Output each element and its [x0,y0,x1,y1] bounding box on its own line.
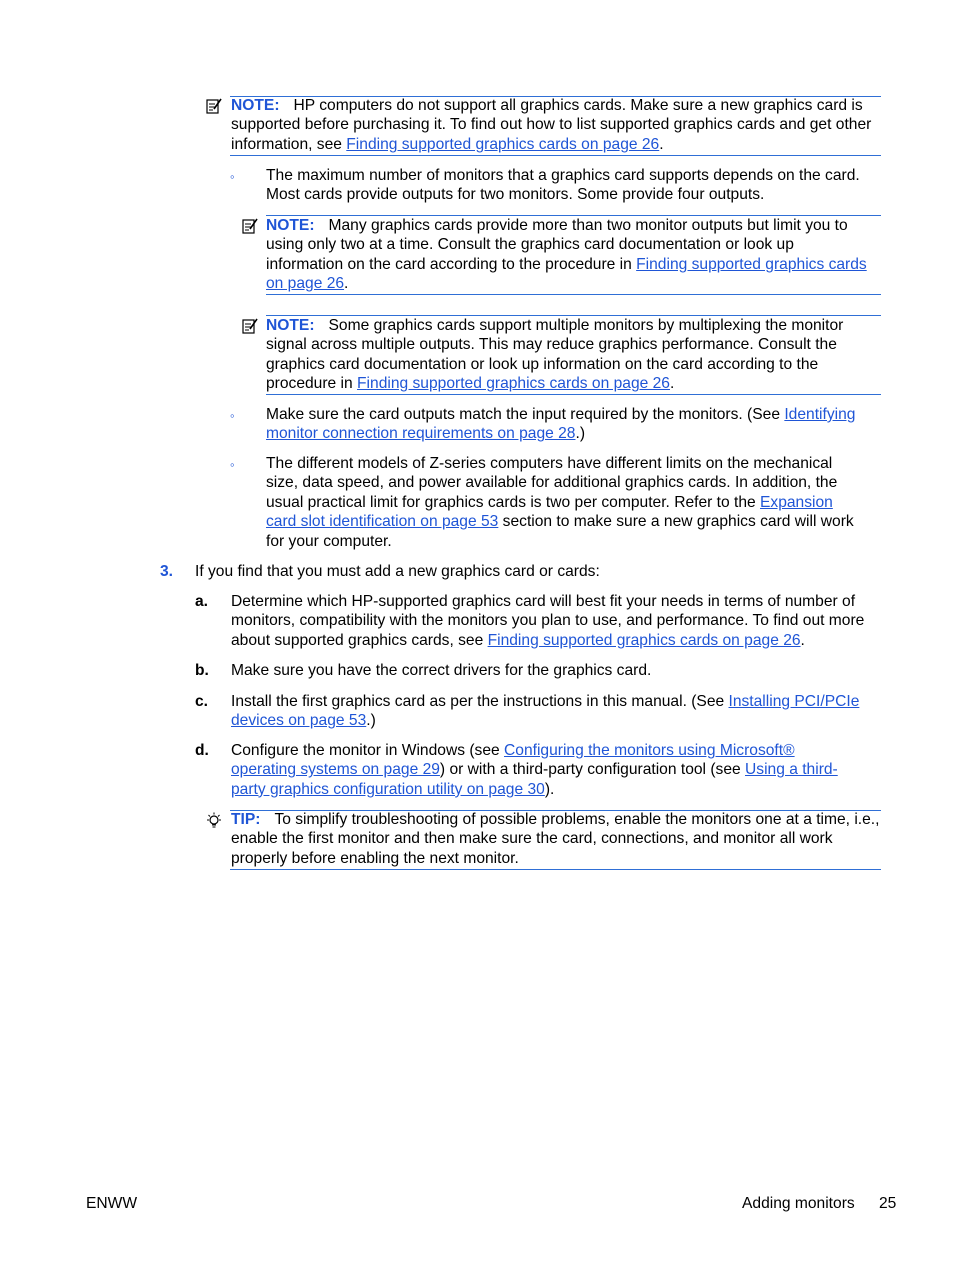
link-finding-graphics-cards[interactable]: Finding supported graphics cards on page 26 [487,631,801,649]
tip-label: TIP: [231,811,261,828]
substep-letter: c. [195,693,209,710]
substep-text: Determine which HP-supported graphics card will best fit your needs in terms of number of monitors, compatibility with the monitors you plan to use, and performance. To find out more about supported graphics cards, see Finding supported graphics cards on page 26. [231,593,865,649]
footer-page-number: 25 [879,1195,897,1212]
note-text: NOTE: HP computers do not support all graphics cards. Make sure a new graphics card is supported before purchasing it. To find out how to list supported graphics cards and get other information, see Finding supported graphics cards on page 26. [231,97,872,153]
substep-letter: a. [195,593,209,610]
bullet-marker: ◦ [230,169,235,184]
note-label: NOTE: [231,97,280,114]
link-finding-graphics-cards[interactable]: Finding supported graphics cards on page 26 [266,255,867,293]
substep-text: Configure the monitor in Windows (see Configuring the monitors using Microsoft® operating systems on page 29) or with a third-party configuration tool (see Using a third-party graphics configuration utility on page 30). [231,742,838,798]
substep-letter: d. [195,742,209,759]
note-icon [241,217,259,235]
note-label: NOTE: [266,317,315,334]
bullet-text: The different models of Z-series computers have different limits on the mechanical size, data speed, and power available for additional graphics cards. In addition, the usual practical limit for graphics cards is two per computer. Refer to the Expansion card slot identification on page 53 section to make sure a new graphics card will work for your computer. [266,455,854,550]
bullet-text: Make sure the card outputs match the input required by the monitors. (See Identifying monitor connection requirements on page 28.) [266,406,856,443]
step-text: If you find that you must add a new graphics card or cards: [195,563,600,580]
note-label: NOTE: [266,217,315,234]
note-text: NOTE: Many graphics cards provide more than two monitor outputs but limit you to using only two at a time. Consult the graphics card documentation or look up information on the card according to the procedure in Finding supported graphics cards on page 26. [266,217,867,293]
footer-section: Adding monitors [742,1195,855,1212]
link-identifying-monitor-requirements[interactable]: Identifying monitor connection requirements on page 28 [266,406,856,443]
link-finding-graphics-cards[interactable]: Finding supported graphics cards on page 26 [357,375,670,393]
bullet-text: The maximum number of monitors that a graphics card supports depends on the card. Most cards provide outputs for two monitors. Some provide four outputs. [266,167,860,204]
lightbulb-icon [205,812,223,830]
note-icon [241,317,259,335]
note-icon [205,97,223,115]
tip-text: TIP: To simplify troubleshooting of possible problems, enable the monitors one at a time, i.e., enable the first monitor and then make sure the card, connections, and monitor all work properly before enabling the next monitor. [231,811,880,867]
link-third-party-utility[interactable]: Using a third-party graphics configuration utility on page 30 [231,761,838,798]
note-text: NOTE: Some graphics cards support multiple monitors by multiplexing the monitor signal across multiple outputs. This may reduce graphics performance. Consult the graphics card documentation or look up information on the card according to the procedure in Finding supported graphics cards on page 26. [266,317,844,393]
link-installing-pci-devices[interactable]: Installing PCI/PCIe devices on page 53 [231,693,860,730]
bullet-marker: ◦ [230,408,235,423]
step-number: 3. [160,563,174,580]
substep-text: Make sure you have the correct drivers for the graphics card. [231,662,652,679]
bullet-marker: ◦ [230,457,235,472]
substep-text: Install the first graphics card as per the instructions in this manual. (See Installing PCI/PCIe devices on page 53.) [231,693,860,730]
link-expansion-card-slot[interactable]: Expansion card slot identification on page 53 [266,493,833,531]
substep-letter: b. [195,662,209,679]
link-finding-graphics-cards[interactable]: Finding supported graphics cards on page 26 [346,135,660,153]
footer-left: ENWW [86,1195,138,1212]
link-configuring-monitors-windows[interactable]: Configuring the monitors using Microsoft® operating systems on page 29 [231,742,795,779]
